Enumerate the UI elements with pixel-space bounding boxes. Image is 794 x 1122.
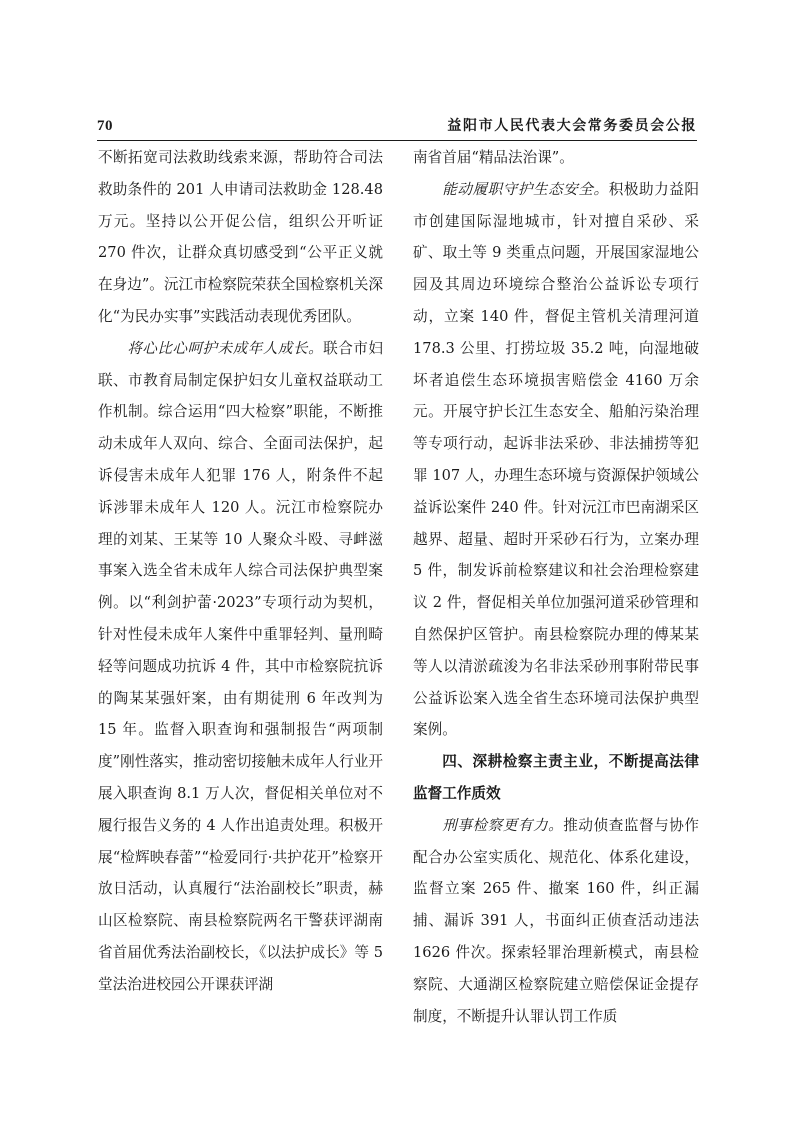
paragraph-body: 积极助力益阳市创建国际湿地城市，针对擅自采砂、采矿、取土等 9 类重点问题，开展国家湿地公园及其周边环境综合整治公益诉讼专项行动，立案 140 件，督促主管机关清理河道 178.3 公里、打捞垃圾 35.2 吨，向湿地破坏者追偿生态环境损害赔偿金 4160 万余元。开展守护长江生态安全、船舶污染治理等专项行动，起诉非法采砂、非法捕捞等犯罪 107 人，办理生态环境与资源保护领域公益诉讼案件 240 件。针对沅江市巴南湖采区越界、超量、超时开采砂石行为，立案办理 5 件，制发诉前检察建议和社会治理检察建议 2 件，督促相关单位加强河道采砂管理和自然保护区管护。南县检察院办理的傅某某等人以清淤疏浚为名非法采砂刑事附带民事公益诉讼案入选全省生态环境司法保护典型案例。 bbox=[413, 180, 699, 739]
paragraph-ecology bbox=[413, 174, 699, 746]
section-heading: 四、深耕检察主责主业，不断提高法律监督工作质效 bbox=[413, 753, 699, 802]
right-column bbox=[413, 142, 699, 1032]
journal-title: 益阳市人民代表大会常务委员会公报 bbox=[447, 118, 697, 134]
header-rule bbox=[97, 140, 697, 141]
paragraph-judicial-aid: 不断拓宽司法救助线索来源，帮助符合司法救助条件的 201 人申请司法救助金 128.48 万元。坚持以公开促公信，组织公开听证 270 件次，让群众真切感受到“公平正义就在身边”。沅江市检察院荣获全国检察机关深化“为民办实事”实践活动表现优秀团队。 bbox=[98, 149, 383, 325]
paragraph-criminal-prosecution bbox=[413, 810, 699, 1033]
paragraph-lead: 刑事检察更有力。 bbox=[442, 816, 564, 834]
left-column bbox=[98, 142, 383, 1001]
paragraph-lead: 能动履职守护生态安全。 bbox=[442, 180, 609, 198]
page-number: 70 bbox=[97, 118, 113, 134]
paragraph-minors-protection bbox=[98, 333, 383, 1001]
paragraph-body: 联合市妇联、市教育局制定保护妇女儿童权益联动工作机制。综合运用“四大检察”职能，不断推动未成年人双向、综合、全面司法保护，起诉侵害未成年人犯罪 176 人，附条件不起诉涉罪未成年人 120 人。沅江市检察院办理的刘某、王某等 10 人聚众斗殴、寻衅滋事案入选全省未成年人综合司法保护典型案例。以“利剑护蕾·2023”专项行动为契机，针对性侵未成年人案件中重罪轻判、量刑畸轻等问题成功抗诉 4 件，其中市检察院抗诉的陶某某强奸案，由有期徒刑 6 年改判为 15 年。监督入职查询和强制报告“两项制度”刚性落实，推动密切接触未成年人行业开展入职查询 8.1 万人次，督促相关单位对不履行报告义务的 4 人作出追责处理。积极开展“检辉映春蕾”“检爱同行·共护花开”检察开放日活动，认真履行“法治副校长”职责，赫山区检察院、南县检察院两名干警获评湖南省首届优秀法治副校长，《以法护成长》等 5 堂法治进校园公开课获评湖 bbox=[98, 339, 383, 993]
page-header bbox=[97, 116, 697, 138]
paragraph-continuation: 南省首届“精品法治课”。 bbox=[413, 149, 574, 166]
paragraph-lead: 将心比心呵护未成年人成长。 bbox=[127, 339, 324, 357]
paragraph-body: 推动侦查监督与协作配合办公室实质化、规范化、体系化建设，监督立案 265 件、撤案 160 件，纠正漏捕、漏诉 391 人，书面纠正侦查活动违法 1626 件次。探索轻罪治理新模式，南县检察院、大通湖区检察院建立赔偿保证金提存制度，不断提升认罪认罚工作质 bbox=[413, 816, 699, 1025]
